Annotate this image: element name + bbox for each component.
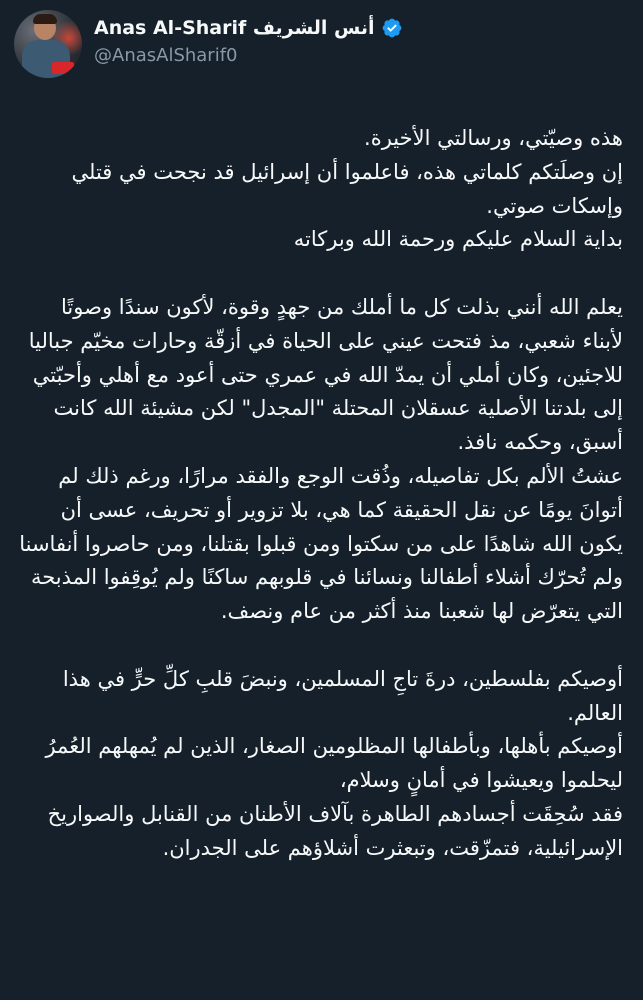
tweet-paragraph: هذه وصيّتي، ورسالتي الأخيرة. xyxy=(364,126,623,150)
author-handle[interactable]: @AnasAlSharif0 xyxy=(94,45,238,66)
tweet-paragraph: فقد سُحِقَت أجسادهم الطاهرة بآلاف الأطنان من القنابل والصواريخ الإسرائيلية، فتمزّقت، وتبعثرت أشلاؤهم على الجدران. xyxy=(47,801,623,860)
tweet-paragraph: أوصيكم بأهلها، وبأطفالها المظلومين الصغار، الذين لم يُمهلهم العُمرُ ليحلموا ويعيشوا في أمانٍ وسلام، xyxy=(45,734,623,793)
tweet-header xyxy=(14,10,629,80)
avatar-logo-badge xyxy=(52,62,74,74)
tweet-paragraph: أوصيكم بفلسطين، درةَ تاجِ المسلمين، ونبضَ قلبِ كلِّ حرٍّ في هذا العالم. xyxy=(62,666,623,725)
tweet-paragraph: عشتُ الألم بكل تفاصيله، وذُقت الوجع والفقد مرارًا، ورغم ذلك لم أتوانَ يومًا عن نقل الحقيقة كما هي، بلا تزوير أو تحريف، عسى أن يكون الله شاهدًا على من سكتوا ومن قبلوا بقتلنا، ومن حاصروا أنفاسنا ولم تُحرّك أشلاء أطفالنا ونسائنا في قلوبهم ساكنًا ولم يُوقِفوا المذبحة التي يتعرّض لها شعبنا منذ أكثر من عام ونصف. xyxy=(19,463,623,624)
author-names xyxy=(94,16,629,68)
tweet-paragraph: بداية السلام عليكم ورحمة الله وبركاته xyxy=(293,227,623,252)
paragraph-spacer xyxy=(18,257,623,291)
paragraph-spacer xyxy=(18,629,623,663)
avatar-hair xyxy=(33,14,57,24)
tweet-text xyxy=(18,122,623,866)
display-name-row xyxy=(94,16,629,40)
tweet-paragraph: إن وصلَتكم كلماتي هذه، فاعلموا أن إسرائيل قد نجحت في قتلي وإسكات صوتي. xyxy=(71,159,623,218)
display-name[interactable]: Anas Al-Sharif أنس الشريف xyxy=(94,17,375,39)
tweet-paragraph: يعلم الله أنني بذلت كل ما أملك من جهدٍ وقوة، لأكون سندًا وصوتًا لأبناء شعبي، مذ فتحت عيني على الحياة في أزقّة وحارات مخيّم جباليا للاجئين، وكان أملي أن يمدّ الله في عمري حتى أعود مع أهلي وأحبّتي إلى بلدتنا الأصلية عسقلان المحتلة "المجدل" لكن مشيئة الله كانت أسبق، وحكمه نافذ. xyxy=(28,294,623,455)
verified-badge-icon xyxy=(381,17,403,39)
profile-avatar[interactable] xyxy=(14,10,82,78)
